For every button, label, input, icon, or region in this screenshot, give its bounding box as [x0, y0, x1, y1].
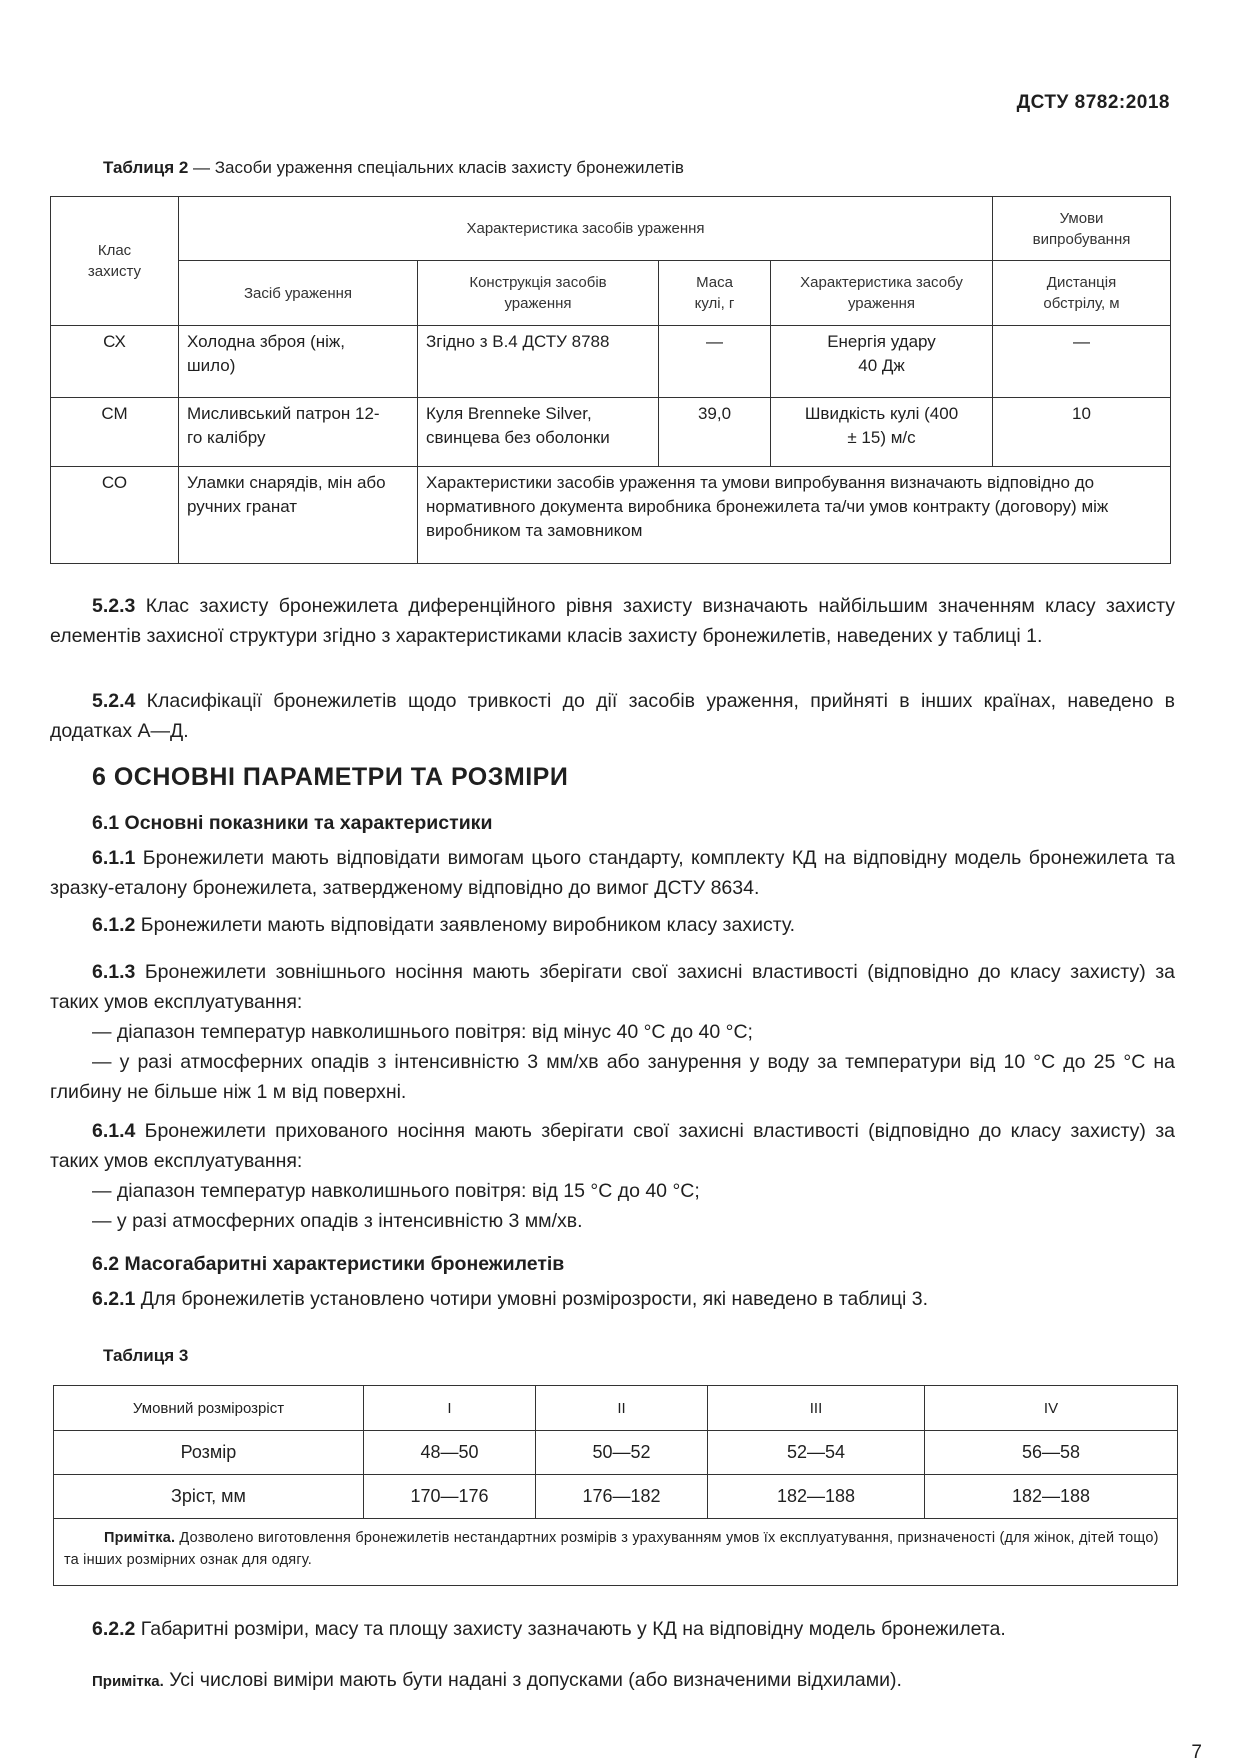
clause-number: 6.1.4	[92, 1120, 136, 1142]
list-item	[50, 1047, 1175, 1107]
list-item	[50, 1017, 1175, 1047]
clause-text: Габаритні розміри, масу та площу захисту зазначають у КД на відповідну модель бронежилета.	[135, 1618, 1006, 1640]
cell-class: СО	[51, 467, 179, 564]
table2-caption-label: Таблиця 2	[103, 158, 189, 177]
cell-value: 182—188	[925, 1475, 1178, 1519]
header-bullet-mass: Маса кулі, г	[659, 261, 771, 326]
table3-caption: Таблиця 3	[103, 1346, 189, 1365]
cell-means: Холодна зброя (ніж, шило)	[179, 326, 418, 398]
cell-class: СХ	[51, 326, 179, 398]
table-row	[54, 1475, 1178, 1519]
cell-class: СМ	[51, 398, 179, 467]
cell-merged-note: Характеристики засобів ураження та умови випробування визначають відповідно до нормативного документа виробника бронежилета та/чи умов контракту (договору) між виробником та замовником	[418, 467, 1171, 564]
cell-value: 182—188	[708, 1475, 925, 1519]
cell-means: Мисливський патрон 12-го калібру	[179, 398, 418, 467]
row-label: Розмір	[54, 1431, 364, 1475]
section-6-heading: 6 ОСНОВНІ ПАРАМЕТРИ ТА РОЗМІРИ	[92, 763, 569, 791]
paragraph-6-1-2	[50, 910, 1175, 940]
header-distance: Дистанція обстрілу, м	[993, 261, 1171, 326]
cell-construction: Куля Brenneke Silver, свинцева без оболонки	[418, 398, 659, 467]
cell-value: 56—58	[925, 1431, 1178, 1475]
header-characteristic: Характеристика засобу ураження	[771, 261, 993, 326]
page-number: 7	[1191, 1742, 1202, 1763]
cell-distance: —	[993, 326, 1171, 398]
clause-number: 6.2.1	[92, 1288, 136, 1310]
cell-value: 52—54	[708, 1431, 925, 1475]
table-row	[54, 1431, 1178, 1475]
cell-characteristic: Швидкість кулі (400 ± 15) м/с	[771, 398, 993, 467]
clause-number: 6.2.2	[92, 1618, 136, 1640]
clause-text: Бронежилети прихованого носіння мають зберігати свої захисні властивості (відповідно до класу захисту) за таких умов експлуатування:	[50, 1120, 1175, 1172]
table3-note	[54, 1519, 1178, 1586]
cell-means: Уламки снарядів, мін або ручних гранат	[179, 467, 418, 564]
paragraph-6-1-3	[50, 957, 1175, 1017]
header-test-conditions-group: Умови випробування	[993, 197, 1171, 261]
header-col: III	[708, 1386, 925, 1431]
cell-characteristic: Енергія удару 40 Дж	[771, 326, 993, 398]
list-item	[50, 1206, 1175, 1236]
header-col: II	[536, 1386, 708, 1431]
header-col: IV	[925, 1386, 1178, 1431]
paragraph-6-2-1	[50, 1284, 1175, 1314]
table-row	[51, 398, 1171, 467]
paragraph-6-2-2	[50, 1614, 1175, 1644]
section-6-1-heading: 6.1 Основні показники та характеристики	[92, 812, 493, 834]
paragraph-6-1-4	[50, 1116, 1175, 1176]
table-row	[54, 1386, 1178, 1431]
paragraph-5-2-4	[50, 686, 1175, 746]
paragraph-5-2-3	[50, 591, 1175, 651]
list-item	[50, 1176, 1175, 1206]
cell-construction: Згідно з В.4 ДСТУ 8788	[418, 326, 659, 398]
cell-value: 48—50	[364, 1431, 536, 1475]
header-characteristics-group: Характеристика засобів ураження	[179, 197, 993, 261]
list-item-text: — у разі атмосферних опадів з інтенсивністю 3 мм/хв або занурення у воду за температури від 10 °С до 25 °С на глибину не більше ніж 1 м від поверхні.	[50, 1051, 1175, 1103]
table3	[53, 1385, 1178, 1586]
clause-text: Класифікації бронежилетів щодо тривкості до дії засобів ураження, прийняті в інших країнах, наведено в додатках А—Д.	[50, 690, 1175, 742]
final-note	[50, 1669, 902, 1692]
section-6-2-heading: 6.2 Масогабаритні характеристики бронежилетів	[92, 1253, 565, 1275]
cell-value: 170—176	[364, 1475, 536, 1519]
clause-text: Клас захисту бронежилета диференційного рівня захисту визначають найбільшим значенням класу захисту елементів захисної структури згідно з характеристиками класів захисту бронежилетів, наведених у таблиці 1.	[50, 595, 1175, 647]
table-row	[51, 467, 1171, 564]
cell-mass: —	[659, 326, 771, 398]
clause-text: Для бронежилетів установлено чотири умовні розмірозрости, які наведено в таблиці 3.	[135, 1288, 929, 1310]
list-item-text: — у разі атмосферних опадів з інтенсивністю 3 мм/хв.	[92, 1210, 583, 1232]
clause-number: 6.1.1	[92, 847, 136, 869]
table-row	[51, 326, 1171, 398]
paragraph-6-1-1	[50, 843, 1175, 903]
standard-code-header: ДСТУ 8782:2018	[1016, 92, 1170, 113]
clause-text: Бронежилети мають відповідати заявленому виробником класу захисту.	[135, 914, 796, 936]
header-col: I	[364, 1386, 536, 1431]
table2-caption	[103, 158, 684, 178]
clause-number: 5.2.4	[92, 690, 136, 712]
cell-value: 50—52	[536, 1431, 708, 1475]
table-row	[54, 1519, 1178, 1586]
table2	[50, 196, 1171, 564]
row-label: Зріст, мм	[54, 1475, 364, 1519]
clause-number: 5.2.3	[92, 595, 136, 617]
note-label: Примітка.	[92, 1673, 164, 1690]
clause-number: 6.1.2	[92, 914, 136, 936]
cell-distance: 10	[993, 398, 1171, 467]
header-size-group: Умовний розмірозріст	[54, 1386, 364, 1431]
header-class: Клас захисту	[51, 197, 179, 326]
note-text: Усі числові виміри мають бути надані з допусками (або визначеними відхилами).	[163, 1669, 902, 1691]
header-construction: Конструкція засобів ураження	[418, 261, 659, 326]
header-means: Засіб ураження	[179, 261, 418, 326]
clause-text: Бронежилети мають відповідати вимогам цього стандарту, комплекту КД на відповідну модель бронежилета та зразку-еталону бронежилета, затвердженому відповідно до вимог ДСТУ 8634.	[50, 847, 1175, 899]
table2-caption-text: — Засоби ураження спеціальних класів захисту бронежилетів	[188, 158, 684, 177]
list-item-text: — діапазон температур навколишнього повітря: від мінус 40 °С до 40 °С;	[92, 1021, 753, 1043]
clause-text: Бронежилети зовнішнього носіння мають зберігати свої захисні властивості (відповідно до класу захисту) за таких умов експлуатування:	[50, 961, 1175, 1013]
list-item-text: — діапазон температур навколишнього повітря: від 15 °С до 40 °С;	[92, 1180, 700, 1202]
clause-number: 6.1.3	[92, 961, 136, 983]
note-label: Примітка.	[104, 1530, 176, 1546]
cell-value: 176—182	[536, 1475, 708, 1519]
note-text: Дозволено виготовлення бронежилетів нестандартних розмірів з урахуванням умов їх експлуатування, призначеності (для жінок, дітей тощо) та інших розмірних ознак для одягу.	[64, 1530, 1159, 1568]
cell-mass: 39,0	[659, 398, 771, 467]
